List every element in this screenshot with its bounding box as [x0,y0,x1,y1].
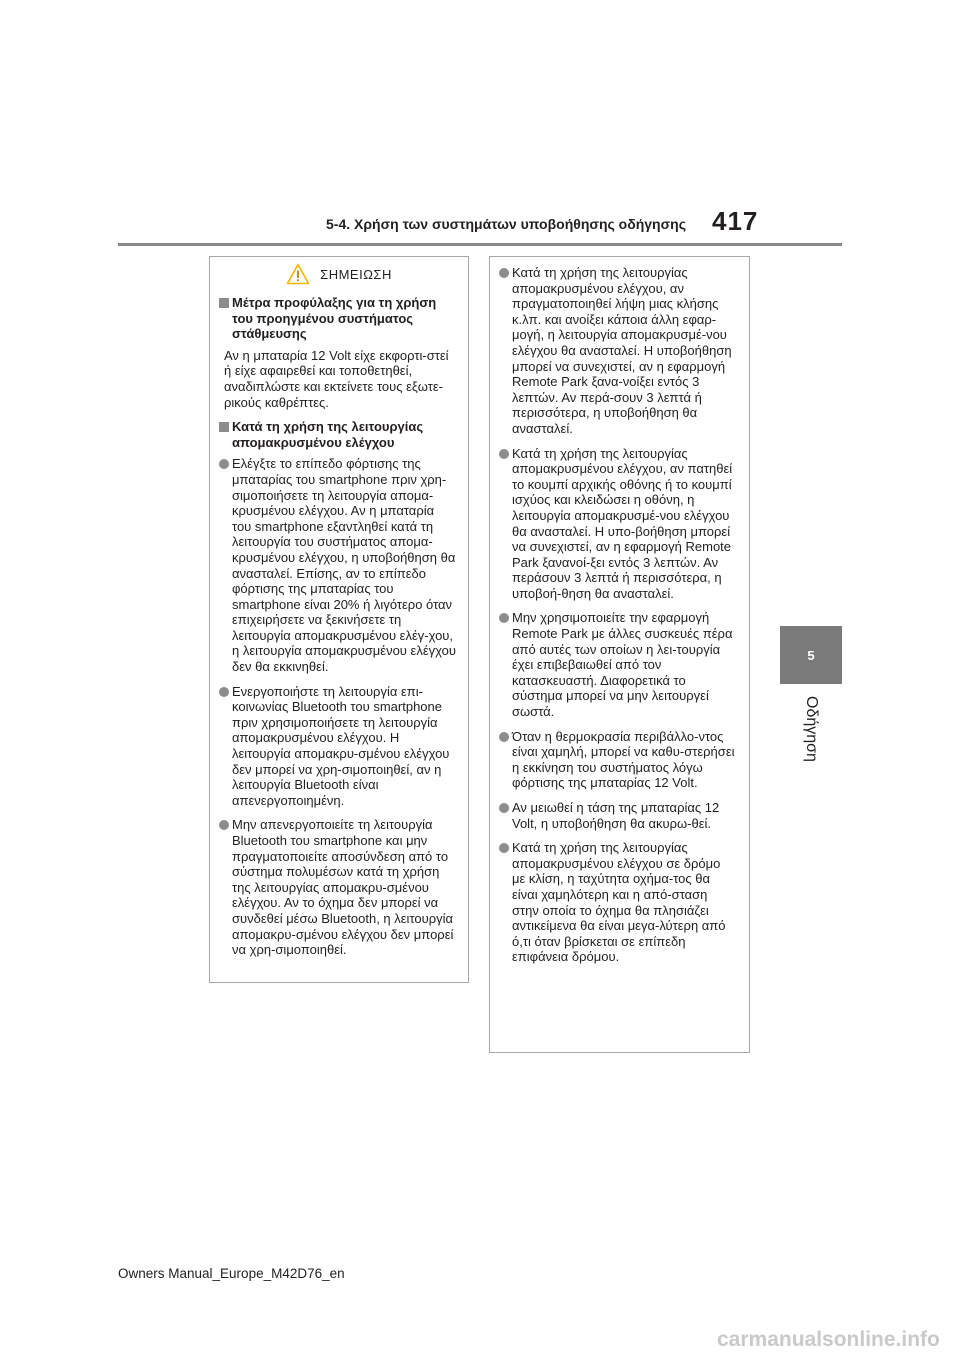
section-heading [219,295,456,342]
square-bullet-icon [219,422,229,432]
note-title: ΣΗΜΕΙΩΣΗ [320,266,392,282]
circle-bullet-icon [499,268,509,278]
paragraph-text: Αν η μπαταρία 12 Volt είχε εκφορτι-στεί ή είχε αφαιρεθεί και τοποθετηθεί, αναδιπλώστε και εκτείνετε τους εξωτε-ρικούς καθρέπτες. [224,347,449,410]
left-column [219,295,456,958]
circle-bullet-icon [499,449,509,459]
bullet-item [499,729,737,791]
paragraph-text: Μην χρησιμοποιείτε την εφαρμογή Remote Park με άλλες συσκευές πέρα από αυτές των οποίων η λει-τουργία έχει επιβεβαιωθεί από τον κατασκευαστή. Διαφορετικά το σύστημα μπορεί να μην λειτουργεί σωστά. [512,610,733,720]
warning-triangle-icon [286,263,310,285]
chapter-number: 5 [807,647,815,663]
note-header [210,259,468,289]
paragraph-text: Κατά τη χρήση της λειτουργίας απομακρυσμένου ελέγχου [232,419,424,450]
note-box-left [209,256,469,983]
chapter-label: Οδήγηση [803,696,820,762]
circle-bullet-icon [499,613,509,623]
bullet-item [499,800,737,831]
paragraph-text: Ενεργοποιήστε τη λειτουργία επι-κοινωνίας Bluetooth του smartphone πριν χρησιμοποιήσετε τη λειτουργία απομακρυσμένου ελέγχου. Η λειτουργία απομακρυ-σμένου ελέγχου δεν μπορεί να χρη-σιμοποιηθεί, αν η λειτουργία Bluetooth είναι απενεργοποιημένη. [232,683,450,808]
circle-bullet-icon [219,687,229,697]
paragraph-text: Κατά τη χρήση της λειτουργίας απομακρυσμένου ελέγχου, αν πατηθεί το κουμπί αρχικής οθόνης ή το κουμπί ισχύος και κλειδώσει η οθόνη, η λειτουργία απομακρυσμέ-νου ελέγχου θα ανασταλεί. Η υπο-βοήθηση μπορεί να συνεχιστεί, αν η εφαρμογή Remote Park ξανανοί-ξει εντός 3 λεπτών. Αν περάσουν 3 λεπτά ή περισσότερα, η υποβοή-θηση θα ανασταλεί. [512,445,733,601]
bullet-item [219,684,456,809]
paragraph-text: Ελέγξτε το επίπεδο φόρτισης της μπαταρίας του smartphone πριν χρη-σιμοποιήσετε τη λειτουργία απομα-κρυσμένου ελέγχου. Αν η μπαταρία του smartphone εξαντληθεί κατά τη λειτουργία του συστήματος απομα-κρυσμένου ελέγχου, η υποβοήθηση θα ανασταλεί. Επίσης, αν το επίπεδο φόρτισης της μπαταρίας του smartphone είναι 20% ή λιγότερο όταν επιχειρήσετε να ξεκινήσετε τη λειτουργία απομακρυσμένου ελέγ-χου, η λειτουργία απομακρυσμένου ελέγχου δεν θα εκκινηθεί. [232,456,456,675]
paragraph [219,348,456,410]
circle-bullet-icon [219,820,229,830]
circle-bullet-icon [219,459,229,469]
header-rule [118,243,842,246]
paragraph-text: Αν μειωθεί η τάση της μπαταρίας 12 Volt, η υποβοήθηση θα ακυρω-θεί. [512,800,720,831]
chapter-tab [780,626,842,684]
bullet-item [499,840,737,965]
section-title: 5-4. Χρήση των συστημάτων υποβοήθησης οδήγησης [326,216,687,232]
footer-text: Owners Manual_Europe_M42D76_en [118,1266,345,1281]
section-heading [219,419,456,450]
paragraph-text: Μέτρα προφύλαξης για τη χρήση του προηγμένου συστήματος στάθμευσης [232,295,437,342]
circle-bullet-icon [499,843,509,853]
watermark: carmanualsonline.info [717,1328,940,1351]
bullet-item [219,456,456,674]
paragraph-text: Κατά τη χρήση της λειτουργίας απομακρυσμένου ελέγχου, αν πραγματοποιηθεί λήψη μιας κλήσης κ.λπ. και ανοίξει κάποια άλλη εφαρ-μογή, η λειτουργία απομακρυσμέ-νου ελέγχου θα ανασταλεί. Η υποβοήθηση μπορεί να συνεχιστεί, αν η εφαρμογή Remote Park ξανα-νοίξει εντός 3 λεπτών. Αν περά-σουν 3 λεπτά ή περισσότερα, η υποβοήθηση θα ανασταλεί. [512,265,732,436]
paragraph-text: Όταν η θερμοκρασία περιβάλλο-ντος είναι χαμηλή, μπορεί να καθυ-στερήσει η εκκίνηση του συστήματος λόγω φόρτισης της μπαταρίας 12 Volt. [512,728,735,791]
note-box-right [489,256,750,1053]
bullet-item [499,265,737,437]
paragraph-text: Μην απενεργοποιείτε τη λειτουργία Bluetooth του smartphone και μην πραγματοποιείτε αποσύνδεση από το σύστημα πολυμέσων κατά τη χρήση της λειτουργίας απομακρυ-σμένου ελέγχου. Αν το όχημα δεν μπορεί να συνδεθεί μέσω Bluetooth, η λειτουργία απομακρυ-σμένου ελέγχου δεν μπορεί να χρη-σιμοποιηθεί. [232,817,454,958]
bullet-item [219,817,456,957]
bullet-item [499,610,737,719]
paragraph-text: Κατά τη χρήση της λειτουργίας απομακρυσμένου ελέγχου σε δρόμο με κλίση, η ταχύτητα οχήμα-τος θα είναι χαμηλότερη και η από-σταση στην οποία το όχημα θα πλησιάζει αντικείμενα θα είναι μεγα-λύτερη από ό,τι όταν βρίσκεται σε επίπεδη επιφάνεια δρόμου. [512,840,726,965]
circle-bullet-icon [499,732,509,742]
right-column [499,265,737,965]
square-bullet-icon [219,298,229,308]
page-number: 417 [712,206,759,236]
circle-bullet-icon [499,803,509,813]
bullet-item [499,446,737,602]
